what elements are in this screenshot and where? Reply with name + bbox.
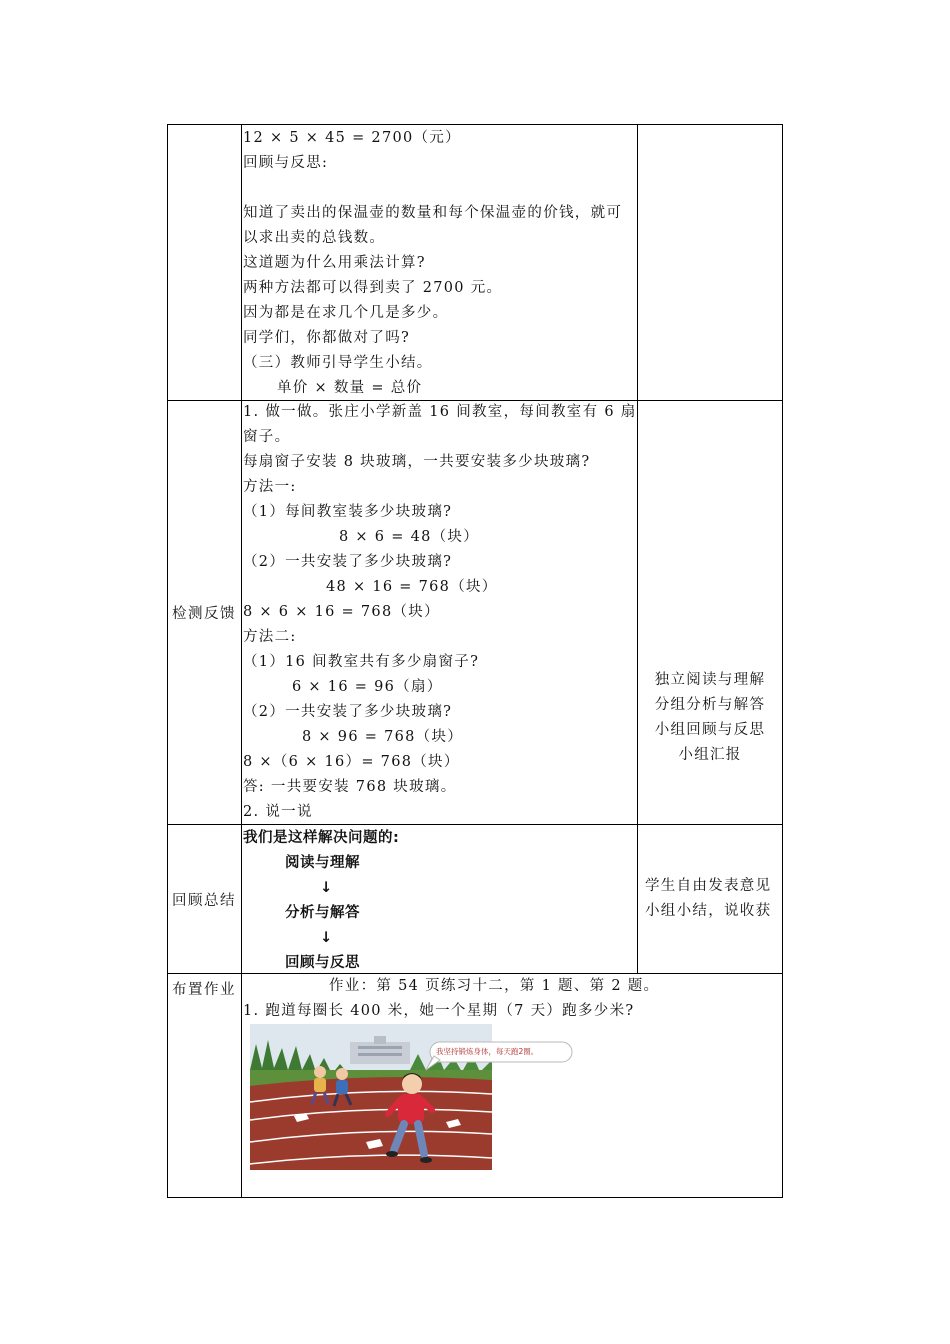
- arrow-down-icon: ↓: [320, 930, 333, 946]
- homework-title: 作业：第 54 页练习十二，第 1 题、第 2 题。: [329, 978, 660, 994]
- formula-line: 48 × 16 = 768（块）: [326, 579, 498, 595]
- formula-line: 8 × 96 = 768（块）: [302, 729, 464, 745]
- text-line: 以求出卖的总钱数。: [243, 230, 386, 246]
- row1-content: [242, 125, 637, 400]
- text-line: 同学们，你都做对了吗?: [243, 330, 411, 346]
- text-line: 2. 说一说: [243, 804, 313, 820]
- text-line: 12 × 5 × 45 = 2700（元）: [243, 130, 461, 146]
- row4-content: [242, 974, 782, 1197]
- answer-line: 答: 一共要安装 768 块玻璃。: [243, 779, 457, 795]
- text-line: （1）16 间教室共有多少扇窗子?: [243, 654, 480, 670]
- formula-line: 8 × 6 × 16 = 768（块）: [243, 604, 440, 620]
- running-track-illustration: [250, 1024, 539, 1170]
- text-line: 窗子。: [243, 429, 291, 445]
- step-reading: 阅读与理解: [285, 855, 360, 871]
- step-analysis: 分析与解答: [285, 905, 360, 921]
- text-line: 方法二:: [243, 629, 297, 645]
- formula-line: 8 ×（6 × 16）= 768（块）: [243, 754, 460, 770]
- row2-content: [242, 401, 637, 824]
- formula-line: 8 × 6 = 48（块）: [339, 529, 480, 545]
- row-label-homework: 布置作业: [172, 982, 236, 998]
- table-border-bottom: [167, 1197, 783, 1198]
- row-label-review: 回顾总结: [172, 893, 236, 909]
- activity-line: 独立阅读与理解: [654, 672, 766, 688]
- speech-bubble-text: 我坚持锻炼身体，每天跑2圈。: [436, 1047, 539, 1056]
- activity-line: 分组分析与解答: [654, 697, 766, 713]
- review-intro: 我们是这样解决问题的:: [243, 830, 400, 846]
- lesson-table: [167, 124, 783, 1198]
- table-border-left: [167, 124, 168, 1198]
- row3-activities: [638, 874, 782, 924]
- arrow-down-icon: ↓: [320, 880, 333, 896]
- column-divider: [637, 124, 638, 973]
- row-label-feedback: 检测反馈: [172, 606, 236, 622]
- text-line: 因为都是在求几个几是多少。: [243, 305, 449, 321]
- formula-line: 单价 × 数量 = 总价: [277, 380, 423, 396]
- activity-line: 小组回顾与反思: [654, 722, 766, 738]
- text-line: （1）每间教室装多少块玻璃?: [243, 504, 453, 520]
- text-line: （三）教师引导学生小结。: [243, 355, 433, 371]
- problem-text: 1. 跑道每圈长 400 米，她一个星期（7 天）跑多少米?: [243, 1003, 635, 1019]
- table-border-right: [782, 124, 783, 1198]
- activity-line: 小组小结，说收获: [645, 903, 772, 919]
- text-line: 回顾与反思:: [243, 155, 329, 171]
- row2-activities: [638, 670, 782, 780]
- formula-line: 6 × 16 = 96（扇）: [292, 679, 443, 695]
- text-line: 每扇窗子安装 8 块玻璃，一共要安装多少块玻璃?: [243, 454, 591, 470]
- activity-line: 小组汇报: [678, 747, 742, 763]
- text-line: 两种方法都可以得到卖了 2700 元。: [243, 280, 503, 296]
- text-line: （2）一共安装了多少块玻璃?: [243, 704, 453, 720]
- activity-line: 学生自由发表意见: [645, 878, 772, 894]
- row3-content: [242, 825, 637, 973]
- text-line: 1. 做一做。张庄小学新盖 16 间教室，每间教室有 6 扇: [243, 404, 637, 420]
- text-line: （2）一共安装了多少块玻璃?: [243, 554, 453, 570]
- step-reflection: 回顾与反思: [285, 955, 360, 971]
- text-line: 方法一:: [243, 479, 297, 495]
- text-line: 这道题为什么用乘法计算?: [243, 255, 426, 271]
- text-line: 知道了卖出的保温壶的数量和每个保温壶的价钱，就可: [243, 205, 623, 221]
